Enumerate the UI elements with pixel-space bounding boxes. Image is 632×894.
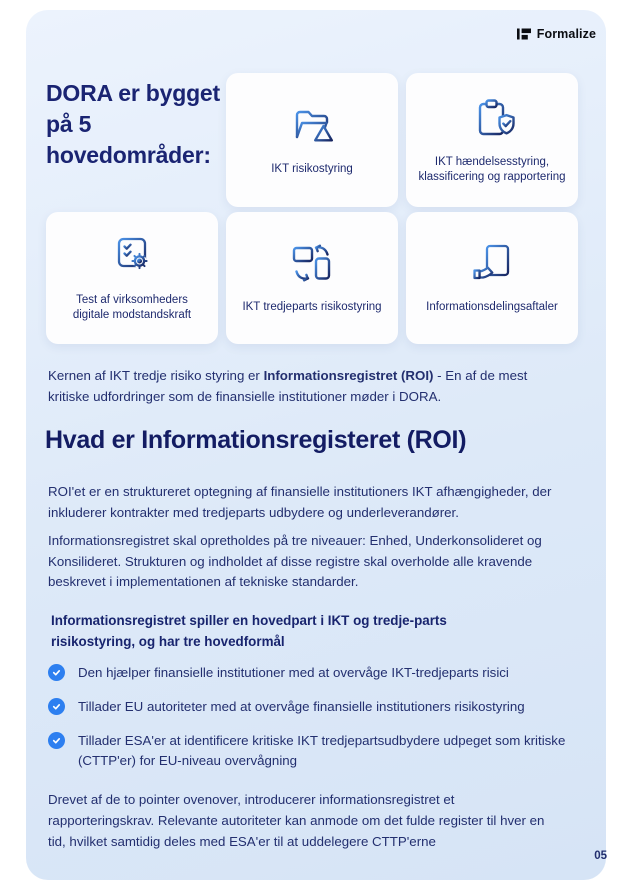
bullet-text: Tillader ESA'er at identificere kritiske IKT tredjepartsudbydere udpeget som kritiske (CTTP'er) for EU-niveau overvågning <box>78 733 566 768</box>
list-item <box>48 731 570 771</box>
card-label: Informationsdelingsaftaler <box>426 301 558 313</box>
intro-title: DORA er bygget på 5 hovedområder: <box>46 80 220 168</box>
card-label: IKT risikostyring <box>271 163 353 175</box>
subheading-three-purposes: Informationsregistret spiller en hovedpart i IKT og tredje-parts risikostyring, og har tre hovedformål <box>51 613 447 649</box>
bullet-text: Den hjælper finansielle institutioner med at overvåge IKT-tredjeparts risici <box>78 665 509 680</box>
formalize-logo-icon <box>517 28 531 40</box>
kernen-paragraph <box>48 366 550 407</box>
paragraph-reporting-requirement: Drevet af de to pointer ovenover, introducerer informationsregistret et rapporteringskrav. Relevante autoriteter kan anmode om det fulde register til hver en tid, hvilket samtidig deles med ESA'er til at uddelegere CTTP'erne <box>48 792 545 849</box>
list-item <box>48 663 570 683</box>
check-circle-icon <box>48 732 65 749</box>
check-circle-icon <box>48 664 65 681</box>
card-informationsdeling <box>406 212 578 344</box>
device-sync-icon <box>286 241 338 285</box>
kernen-post: - En af de mest kritiske udfordringer som de finansielle institutioner møder i DORA. <box>48 368 528 404</box>
card-test-modstandskraft <box>46 212 218 344</box>
bullet-text: Tillader EU autoriteter med at overvåge finansielle institutioners risikostyring <box>78 699 525 714</box>
card-ikt-risikostyring <box>226 73 398 207</box>
kernen-pre: Kernen af IKT tredje risiko styring er <box>48 368 264 383</box>
list-item <box>48 697 570 717</box>
section-heading: Hvad er Informationsregisteret (ROI) <box>45 426 467 454</box>
paragraph-three-levels: Informationsregistret skal opretholdes på tre niveauer: Enhed, Underkonsolideret og Konsilideret. Strukturen og indholdet af disse registre skal overholde alle kravende beskrevet i implementationen af tekniske standarder. <box>48 533 542 589</box>
card-label: IKT hændelsesstyring, klassificering og rapportering <box>418 155 566 183</box>
card-ikt-haendelsesstyring <box>406 73 578 207</box>
page-number: 05 <box>594 850 607 862</box>
monitor-checklist-gear-icon <box>106 234 158 278</box>
card-label: Test af virksomheders digitale modstandskraft <box>72 293 192 321</box>
paragraph-roi-definition: ROI'et er en struktureret optegning af finansielle institutioners IKT afhængigheder, der inkluderer kontrakter med tredjeparts udbydere og underleverandører. <box>48 484 552 520</box>
document-share-icon <box>466 241 518 285</box>
clipboard-shield-check-icon <box>466 96 518 140</box>
folder-warning-icon <box>286 103 338 147</box>
kernen-bold-term: Informationsregistret (ROI) <box>263 368 434 383</box>
card-ikt-tredjeparts <box>226 212 398 344</box>
check-circle-icon <box>48 698 65 715</box>
bullet-list <box>48 663 570 771</box>
brand-logo <box>517 27 596 41</box>
card-label: IKT tredjeparts risikostyring <box>242 301 382 313</box>
brand-name: Formalize <box>536 27 596 41</box>
